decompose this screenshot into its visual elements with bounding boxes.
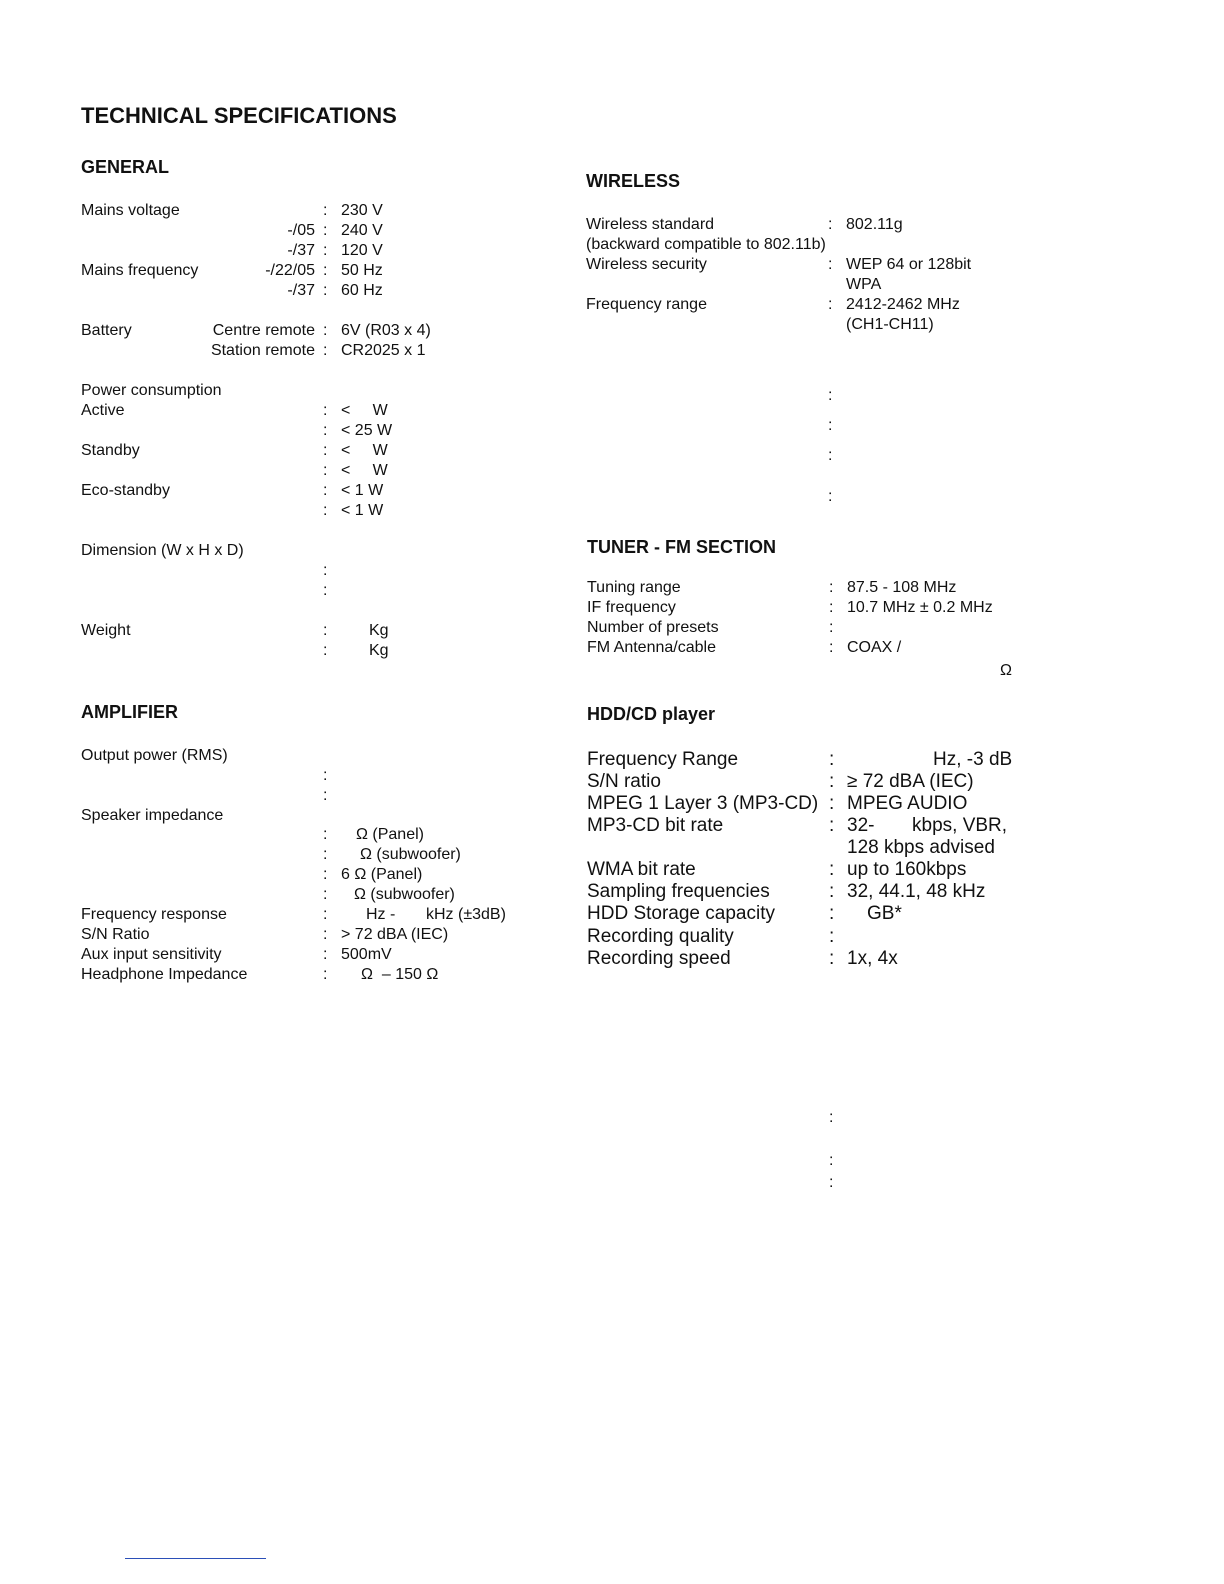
colon: : bbox=[323, 242, 328, 259]
colon: : bbox=[829, 815, 835, 836]
mains-frequency-value: 50 Hz bbox=[341, 262, 383, 279]
colon: : bbox=[323, 502, 328, 519]
mp3-bitrate-value: kbps, VBR, bbox=[912, 815, 1008, 836]
amplifier-heading: AMPLIFIER bbox=[81, 702, 178, 722]
antenna-value: COAX / bbox=[847, 639, 902, 656]
colon: : bbox=[829, 771, 835, 792]
frequency-range-value: (CH1-CH11) bbox=[846, 316, 934, 333]
colon: : bbox=[323, 846, 328, 863]
antenna-label: FM Antenna/cable bbox=[587, 639, 716, 656]
footer-link-underline[interactable] bbox=[125, 1558, 266, 1559]
hdd-freq-label: Frequency Range bbox=[587, 749, 739, 770]
colon: : bbox=[323, 442, 328, 459]
eco-standby-label: Eco-standby bbox=[81, 482, 170, 499]
impedance-value: 6 Ω (Panel) bbox=[341, 866, 423, 883]
mp3-bitrate-value: 128 kbps advised bbox=[847, 837, 995, 858]
if-frequency-label: IF frequency bbox=[587, 599, 676, 616]
frequency-response-label: Frequency response bbox=[81, 906, 227, 923]
sn-ratio-value: > 72 dBA (IEC) bbox=[341, 926, 449, 943]
wireless-standard-value: 802.11g bbox=[846, 216, 903, 233]
colon: : bbox=[323, 886, 328, 903]
hdd-freq-value: Hz, -3 dB bbox=[933, 749, 1013, 770]
colon: : bbox=[829, 639, 834, 656]
colon: : bbox=[323, 462, 328, 479]
active-label: Active bbox=[81, 402, 125, 419]
wma-bitrate-label: WMA bit rate bbox=[587, 859, 696, 880]
colon: : bbox=[323, 342, 328, 359]
mpeg-value: MPEG AUDIO bbox=[847, 793, 968, 814]
mains-voltage-value: 230 V bbox=[341, 202, 383, 219]
wireless-standard-label: Wireless standard bbox=[586, 216, 715, 233]
speaker-impedance-label: Speaker impedance bbox=[81, 807, 224, 824]
page-title: TECHNICAL SPECIFICATIONS bbox=[81, 103, 397, 128]
colon: : bbox=[323, 582, 328, 599]
impedance-value: Ω (subwoofer) bbox=[354, 886, 455, 903]
colon: : bbox=[323, 422, 328, 439]
frequency-range-value: 2412-2462 MHz bbox=[846, 296, 960, 313]
mains-voltage-label: Mains voltage bbox=[81, 202, 180, 219]
standby-value: < W bbox=[341, 462, 388, 479]
colon: : bbox=[829, 948, 835, 969]
colon: : bbox=[323, 322, 328, 339]
colon: : bbox=[828, 216, 833, 233]
mains-voltage-variant: -/37 bbox=[287, 242, 315, 259]
colon: : bbox=[829, 619, 834, 636]
mains-frequency-label: Mains frequency bbox=[81, 262, 199, 279]
colon: : bbox=[828, 387, 833, 404]
colon: : bbox=[829, 793, 835, 814]
mpeg-label: MPEG 1 Layer 3 (MP3-CD) bbox=[587, 793, 819, 814]
weight-label: Weight bbox=[81, 622, 131, 639]
colon: : bbox=[323, 946, 328, 963]
mains-frequency-variant: -/22/05 bbox=[265, 262, 315, 279]
sampling-label: Sampling frequencies bbox=[587, 881, 770, 902]
eco-standby-value: < 1 W bbox=[341, 502, 384, 519]
hdd-sn-value: ≥ 72 dBA (IEC) bbox=[847, 771, 974, 792]
battery-variant: Centre remote bbox=[212, 322, 315, 339]
colon: : bbox=[323, 622, 328, 639]
wireless-security-value: WPA bbox=[846, 276, 882, 293]
tuning-range-label: Tuning range bbox=[587, 579, 681, 596]
impedance-value: Ω (Panel) bbox=[356, 826, 424, 843]
colon: : bbox=[828, 417, 833, 434]
recording-quality-label: Recording quality bbox=[587, 926, 734, 947]
mp3-bitrate-label: MP3-CD bit rate bbox=[587, 815, 724, 836]
standby-label: Standby bbox=[81, 442, 140, 459]
colon: : bbox=[323, 562, 328, 579]
storage-label: HDD Storage capacity bbox=[587, 903, 775, 924]
headphone-impedance-value: Ω – 150 Ω bbox=[361, 966, 439, 983]
colon: : bbox=[323, 262, 328, 279]
if-frequency-value: 10.7 MHz ± 0.2 MHz bbox=[847, 599, 993, 616]
sampling-value: 32, 44.1, 48 kHz bbox=[847, 881, 986, 902]
aux-input-value: 500mV bbox=[341, 946, 392, 963]
aux-input-label: Aux input sensitivity bbox=[81, 946, 222, 963]
colon: : bbox=[323, 906, 328, 923]
hdd-heading: HDD/CD player bbox=[587, 704, 716, 724]
colon: : bbox=[323, 826, 328, 843]
colon: : bbox=[829, 1152, 834, 1169]
colon: : bbox=[828, 296, 833, 313]
colon: : bbox=[828, 447, 833, 464]
general-heading: GENERAL bbox=[81, 157, 170, 177]
recording-speed-label: Recording speed bbox=[587, 948, 731, 969]
colon: : bbox=[323, 866, 328, 883]
colon: : bbox=[323, 282, 328, 299]
headphone-impedance-label: Headphone Impedance bbox=[81, 966, 248, 983]
wireless-security-label: Wireless security bbox=[586, 256, 707, 273]
wireless-compat-note: (backward compatible to 802.11b) bbox=[586, 236, 826, 253]
colon: : bbox=[323, 222, 328, 239]
colon: : bbox=[323, 767, 328, 784]
mains-voltage-value: 240 V bbox=[341, 222, 383, 239]
colon: : bbox=[829, 859, 835, 880]
battery-variant: Station remote bbox=[210, 342, 315, 359]
colon: : bbox=[323, 642, 328, 659]
standby-value: < W bbox=[341, 442, 388, 459]
colon: : bbox=[323, 926, 328, 943]
battery-label: Battery bbox=[81, 322, 132, 339]
active-value: < 25 W bbox=[341, 422, 393, 439]
mains-voltage-variant: -/05 bbox=[287, 222, 315, 239]
colon: : bbox=[828, 256, 833, 273]
sn-ratio-label: S/N Ratio bbox=[81, 926, 150, 943]
weight-value: Kg bbox=[369, 622, 389, 639]
colon: : bbox=[829, 599, 834, 616]
presets-label: Number of presets bbox=[587, 619, 719, 636]
hdd-sn-label: S/N ratio bbox=[587, 771, 661, 792]
active-value: < W bbox=[341, 402, 388, 419]
colon: : bbox=[323, 202, 328, 219]
storage-value: GB* bbox=[867, 903, 902, 924]
colon: : bbox=[323, 402, 328, 419]
colon: : bbox=[829, 1109, 834, 1126]
frequency-response-khz: kHz (±3dB) bbox=[426, 906, 506, 923]
eco-standby-value: < 1 W bbox=[341, 482, 384, 499]
wireless-security-value: WEP 64 or 128bit bbox=[846, 256, 972, 273]
battery-value: 6V (R03 x 4) bbox=[341, 322, 431, 339]
recording-speed-value: 1x, 4x bbox=[847, 948, 898, 969]
mains-frequency-value: 60 Hz bbox=[341, 282, 383, 299]
colon: : bbox=[828, 488, 833, 505]
power-consumption-label: Power consumption bbox=[81, 382, 222, 399]
wma-bitrate-value: up to 160kbps bbox=[847, 859, 967, 880]
tuning-range-value: 87.5 - 108 MHz bbox=[847, 579, 957, 596]
colon: : bbox=[829, 579, 834, 596]
colon: : bbox=[323, 966, 328, 983]
colon: : bbox=[829, 749, 835, 770]
colon: : bbox=[829, 1174, 834, 1191]
frequency-response-hz: Hz - bbox=[366, 906, 396, 923]
colon: : bbox=[323, 482, 328, 499]
antenna-unit: Ω bbox=[1000, 662, 1012, 679]
mp3-bitrate-value: 32- bbox=[847, 815, 875, 836]
tuner-heading: TUNER - FM SECTION bbox=[587, 537, 776, 557]
frequency-range-label: Frequency range bbox=[586, 296, 707, 313]
colon: : bbox=[829, 926, 835, 947]
mains-frequency-variant: -/37 bbox=[287, 282, 315, 299]
colon: : bbox=[829, 903, 835, 924]
weight-value: Kg bbox=[369, 642, 389, 659]
dimension-label: Dimension (W x H x D) bbox=[81, 542, 244, 559]
battery-value: CR2025 x 1 bbox=[341, 342, 426, 359]
wireless-heading: WIRELESS bbox=[586, 171, 681, 191]
colon: : bbox=[323, 787, 328, 804]
mains-voltage-value: 120 V bbox=[341, 242, 383, 259]
impedance-value: Ω (subwoofer) bbox=[360, 846, 461, 863]
colon: : bbox=[829, 881, 835, 902]
output-power-label: Output power (RMS) bbox=[81, 747, 228, 764]
